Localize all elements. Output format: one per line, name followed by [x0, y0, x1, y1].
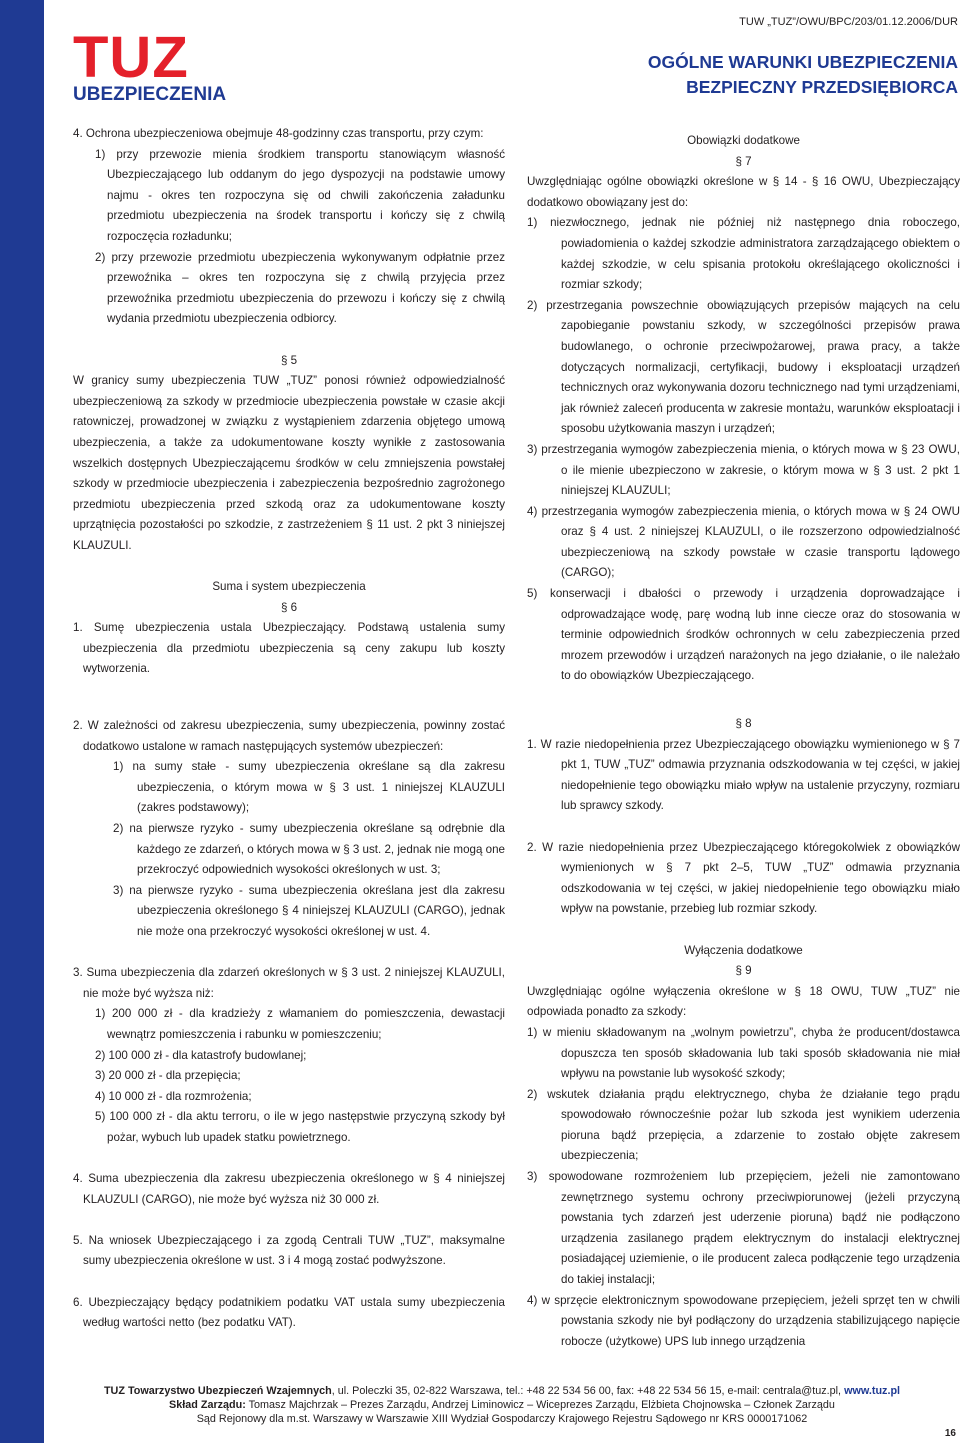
title-line-2: BEZPIECZNY PRZEDSIĘBIORCA: [686, 77, 958, 97]
board-members: Tomasz Majchrzak – Prezes Zarządu, Andrzej Liminowicz – Wiceprezes Zarządu, Elżbieta Chojnowska – Członek Zarządu: [245, 1399, 835, 1411]
logo-wordmark: TUZ: [73, 25, 189, 90]
section-number: § 8: [735, 717, 752, 730]
paragraph: W granicy sumy ubezpieczenia TUW „TUZ” ponosi również odpowiedzialność ubezpieczeniową za szkody w przedmiocie ubezpieczenia powstałe w czasie akcji ratowniczej, prowadzonej w związku z wystąpieniem zdarzenia objętego umową ubezpieczenia, a także za udokumentowane koszty wynikłe z zastosowania wszelkich dostępnych Ubezpieczającemu środków w celu zmniejszenia powstałej szkody w przedmiocie ubezpieczenia i zabezpieczenia bezpośrednio zagrożonego przedmiotu ubezpieczenia przed szkodą oraz za udokumentowane koszty uprzątnięcia pozostałości po szkodzie, z zastrzeżeniem § 11 ust. 2 pkt 3 niniejszej KLAUZULI.: [73, 374, 505, 552]
document-title: [648, 50, 958, 100]
list-item: 5) 100 000 zł - dla aktu terroru, o ile w jego następstwie przyczyną szkody był pożar, wybuch lub upadek statku powietrznego.: [95, 1110, 505, 1144]
paragraph: 5. Na wniosek Ubezpieczającego i za zgodą Centrali TUW „TUZ”, maksymalne sumy ubezpieczenia określone w ust. 3 i 4 mogą zostać podwyższone.: [73, 1233, 505, 1268]
paragraph: 6. Ubezpieczający będący podatnikiem podatku VAT ustala sumy ubezpieczenia według wartości netto (bez podatku VAT).: [73, 1295, 505, 1330]
section-number: § 7: [735, 154, 752, 168]
list-item: 1) na sumy stałe - sumy ubezpieczenia określane są dla zakresu ubezpieczenia, o którym mowa w § 3 ust. 1 niniejszej KLAUZULI (zakres podstawowy);: [113, 760, 505, 815]
list-item: 4) w sprzęcie elektronicznym spowodowane przepięciem, jeżeli sprzęt ten w chwili powstania szkody nie był podłączony do urządzenia stabilizującego napięcie robocze (użytkowe) UPS lub innego urządzenia: [527, 1293, 960, 1348]
paragraph: 3. Suma ubezpieczenia dla zdarzeń określonych w § 3 ust. 2 niniejszej KLAUZULI, nie może być wyższa niż:: [73, 966, 505, 1000]
side-color-bar: [0, 0, 44, 1443]
paragraph: Uwzględniając ogólne obowiązki określone w § 14 - § 16 OWU, Ubezpieczający dodatkowo obowiązany jest do:: [527, 175, 960, 209]
board-label: Skład Zarządu:: [169, 1399, 246, 1411]
list-item: 1) niezwłocznego, jednak nie później niż następnego dnia roboczego, powiadomienia o każdej szkodzie administratora zarządzającego obiektem o każdej szkodzie, w celu spisania protokołu określającego okoliczności i rozmiar szkody;: [527, 216, 960, 292]
company-address: , ul. Poleczki 35, 02-822 Warszawa, tel.: +48 22 534 56 00, fax: +48 22 534 56 15, e-mail: centrala@tuz.pl,: [331, 1385, 845, 1397]
right-column-top: [527, 131, 960, 687]
list-item: 2) przy przewozie przedmiotu ubezpieczenia wykonywanym odpłatnie przez przewoźnika – okres ten rozpoczyna się z chwilą przyjęcia przez przewoźnika przedmiotu ubezpieczenia do przewozu i kończy się z chwilą wydania przedmiotu ubezpieczenia odbiorcy.: [95, 250, 505, 326]
footer-line-1: [44, 1384, 960, 1398]
paragraph: 1. W razie niedopełnienia przez Ubezpieczającego obowiązku wymienionego w § 7 pkt 1, TUW „TUZ” odmawia przyznania odszkodowania w tej części, w jakiej niedopełnienie tego obowiązku miało wpływ na ustalenie przyczyny, rozmiaru lub sprawcy szkody.: [527, 737, 960, 813]
paragraph: 2. W zależności od zakresu ubezpieczenia, sumy ubezpieczenia, powinny zostać dodatkowo ustalone w ramach następujących systemów ubezpieczeń:: [73, 719, 505, 753]
footer-line-3: Sąd Rejonowy dla m.st. Warszawy w Warszawie XIII Wydział Gospodarczy Krajowego Rejestru Sądowego nr KRS 0000171062: [196, 1413, 808, 1425]
website-link[interactable]: www.tuz.pl: [844, 1385, 901, 1397]
right-column-bottom: [527, 714, 960, 1352]
section-number: § 9: [735, 964, 752, 978]
company-name: TUZ Towarzystwo Ubezpieczeń Wzajemnych: [103, 1385, 332, 1397]
list-item: 1) w mieniu składowanym na „wolnym powietrzu”, chyba że producent/dostawca dopuszcza ten sposób składowania lub taki sposób składowania nie miał wpływu na powstanie lub wysokość szkody;: [527, 1025, 960, 1081]
section-heading: Suma i system ubezpieczenia: [212, 580, 366, 594]
paragraph: 2. W razie niedopełnienia przez Ubezpieczającego któregokolwiek z obowiązków wymienionych w § 7 pkt 2–5, TUW „TUZ” odmawia przyznania odszkodowania w tej części, w jakiej niedopełnienie tego obowiązku miało wpływ na powstanie, przebieg lub rozmiar szkody.: [527, 840, 960, 916]
list-item: 3) spowodowane rozmrożeniem lub przepięciem, jeżeli nie zamontowano zewnętrznego systemu ochrony przeciwpiorunowej (jeżeli przyczyną powstania tych zdarzeń jest uderzenie pioruna) bądź nie podłączono urządzenia zasilanego prądem elektrycznym do instalacji elektrycznej posiadającej uziemienie, o ile producent zaleca podłączenie tego urządzenia do takiej instalacji;: [527, 1170, 960, 1287]
page-footer: [44, 1384, 960, 1426]
document-reference: TUW „TUZ”/OWU/BPC/203/01.12.2006/DUR: [739, 16, 958, 28]
list-item: 2) przestrzegania powszechnie obowiązujących przepisów mających na celu zapobieganie powstaniu szkody, w szczególności przepisów prawa budowlanego, o ochronie przeciwpożarowej, prawa pracy, a także dotyczących normalizacji, certyfikacji, budowy i eksploatacji urządzeń technicznych oraz wykonywania dozoru technicznego nad tymi urządzeniami, jak również zaleceń producenta w zakresie montażu, warunków eksploatacji i sposobu użytkowania maszyn i urządzeń;: [527, 298, 960, 436]
list-item: 2) 100 000 zł - dla katastrofy budowlanej;: [95, 1048, 307, 1062]
list-item: 1) 200 000 zł - dla kradzieży z włamaniem do pomieszczenia, dewastacji wewnątrz pomieszczenia i rabunku w pomieszczeniu;: [95, 1007, 505, 1041]
section-number: § 5: [280, 353, 298, 367]
paragraph: 4. Suma ubezpieczenia dla zakresu ubezpieczenia określonego w § 4 niniejszej KLAUZULI (CARGO), nie może być wyższa niż 30 000 zł.: [73, 1172, 505, 1206]
paragraph: 1. Sumę ubezpieczenia ustala Ubezpieczający. Podstawą ustalenia sumy ubezpieczenia dla przedmiotu ubezpieczenia są ceny zakupu lub koszty wytworzenia.: [73, 621, 505, 676]
section-heading: Wyłączenia dodatkowe: [684, 943, 803, 957]
list-item: 3) przestrzegania wymogów zabezpieczenia mienia, o których mowa w § 23 OWU, o ile mienie ubezpieczono w zakresie, o którym mowa w § 3 ust. 2 pkt 1 niniejszej KLAUZULI;: [527, 442, 960, 498]
list-item: 4) przestrzegania wymogów zabezpieczenia mienia, o których mowa w § 24 OWU oraz § 4 ust. 2 niniejszej KLAUZULI, o ile rozszerzono odpowiedzialność ubezpieczeniową na szkody powstałe w czasie transportu lądowego (CARGO);: [527, 504, 960, 580]
left-column-top: [73, 124, 505, 680]
page-number: 16: [944, 1428, 956, 1439]
paragraph: Uwzględniając ogólne wyłączenia określone w § 18 OWU, TUW „TUZ” nie odpowiada ponadto za szkody:: [527, 984, 960, 1019]
left-column-bottom: [73, 716, 505, 1334]
footer-line-2: [44, 1398, 960, 1412]
list-item: 3) 20 000 zł - dla przepięcia;: [95, 1069, 241, 1083]
list-item: 4) 10 000 zł - dla rozmrożenia;: [95, 1089, 252, 1103]
logo-subtitle: UBEZPIECZENIA: [73, 84, 227, 105]
list-item: 3) na pierwsze ryzyko - suma ubezpieczenia określana jest dla zakresu ubezpieczenia określonego § 4 niniejszej KLAUZULI (CARGO), jednak nie może ona przekroczyć wysokości określonej w ust. 4.: [113, 883, 505, 938]
list-item: 1) przy przewozie mienia środkiem transportu stanowiącym własność Ubezpieczającego lub oddanym do jego dyspozycji na podstawie umowy najmu - okres ten rozpoczyna się od chwili zakończenia załadunku przedmiotu ubezpieczenia na środek transportu i kończy się z chwilą rozpoczęcia rozładunku;: [95, 147, 505, 243]
list-item: 2) na pierwsze ryzyko - sumy ubezpieczenia określane są odrębnie dla każdego ze zdarzeń, o których mowa w § 3 ust. 2, jednak nie mogą one przekroczyć odpowiednich wysokości określonych w ust. 3;: [113, 821, 505, 877]
section-number: § 6: [280, 600, 298, 614]
tuz-logo: [73, 25, 227, 106]
section-heading: Obowiązki dodatkowe: [687, 134, 800, 147]
list-item: 2) wskutek działania prądu elektrycznego, chyba że działanie tego prądu spowodowało równocześnie pożar lub szkoda jest wynikiem uderzenia pioruna bądź przepięcia, a zdarzenie to zostało objęte zakresem ubezpieczenia;: [527, 1087, 960, 1163]
title-line-1: OGÓLNE WARUNKI UBEZPIECZENIA: [647, 52, 958, 72]
paragraph: 4. Ochrona ubezpieczeniowa obejmuje 48-godzinny czas transportu, przy czym:: [73, 127, 484, 140]
list-item: 5) konserwacji i dbałości o przewody i urządzenia doprowadzające i odprowadzające wodę, parę wodną lub inne ciecze oraz do stosowania w terminie odpowiednich środków ochronnych w celu zabezpieczenia przed mrozem przewodów i urządzeń narażonych na jego działanie, o ile należało to do obowiązków Ubezpieczającego.: [527, 587, 960, 683]
